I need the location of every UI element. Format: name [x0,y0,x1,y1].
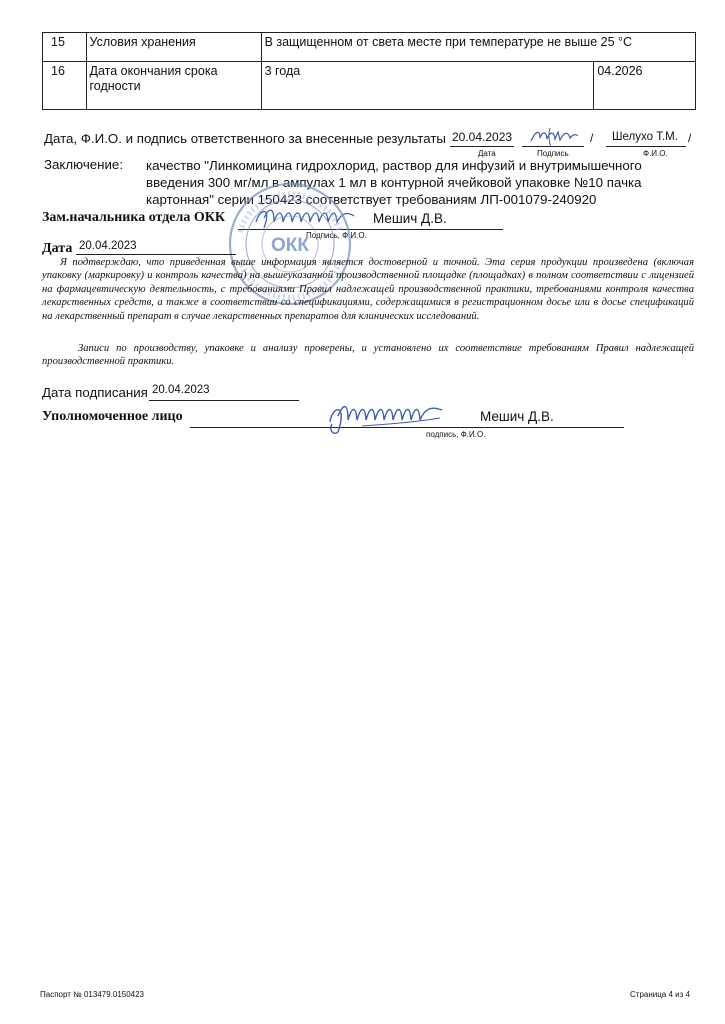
results-table [42,32,696,110]
date-underline [450,146,514,147]
conclusion-line: введения 300 мг/мл в ампулах 1 мл в контурной ячейковой упаковке №10 пачка [146,175,642,190]
signature-small [528,126,580,148]
conclusion-label: Заключение: [44,157,124,172]
records-paragraph: Записи по производству, упаковке и анализу проверены, и установлено их соответствие требованиям Правил надлежащей производственной практики. [42,343,694,368]
row-value: 3 года [261,62,594,110]
authorized-caption: подпись, Ф.И.О. [426,430,486,439]
caption-date: Дата [478,149,496,158]
confirmation-paragraph: Я подтверждаю, что приведенная выше информация является достоверной и точной. Эта серия продукции произведена (включая упаковку (маркировку) и контроль качества) на вышеуказанной производственной площадке (площадках) в полном соответствии с лицензией на фармацевтическую деятельность, с требованиями Правил надлежащей производственной практики, требованиями контроля качества лекарственных средств, а также в соответствии со спецификациями, содержащимися в регистрационном досье или в досье спецификаций на лекарственный препарат в случае лекарственных препаратов для клинических исследований. [42,257,694,322]
table-row [43,33,696,62]
conclusion-line: качество "Линкомицина гидрохлорид, раствор для инфузий и внутримышечного [146,158,642,173]
responsible-date: 20.04.2023 [452,130,513,144]
deputy-label: Зам.начальника отдела ОКК [42,210,226,225]
signature-authorized [322,396,448,438]
signing-date-value: 20.04.2023 [152,384,210,396]
deputy-caption: Подпись, Ф.И.О. [306,231,367,240]
row-number: 16 [43,62,87,110]
caption-fio: Ф.И.О. [643,149,668,158]
date-underline [76,254,236,255]
date-value: 20.04.2023 [79,240,137,252]
responsible-name: Шелухо Т.М. [612,131,678,143]
row-extra: 04.2026 [594,62,696,110]
page-number: Страница 4 из 4 [630,990,690,999]
deputy-name: Мешич Д.В. [373,211,447,226]
table-row [43,62,696,110]
conclusion-line: картонная" серии 150423 соответствует требованиям ЛП-001079-240920 [146,192,597,207]
separator: / [688,131,692,145]
separator: / [590,131,594,145]
fio-underline [606,146,686,147]
row-parameter: Условия хранения [86,33,261,62]
passport-number: Паспорт № 013479.0150423 [40,990,145,999]
stamp-center-text: ОКК [271,235,309,256]
caption-sign: Подпись [537,149,569,158]
authorized-person-name: Мешич Д.В. [480,409,554,424]
authorized-person-label: Уполномоченное лицо [42,409,183,424]
row-value: В защищенном от света месте при температуре не выше 25 °С [261,33,695,62]
responsible-label: Дата, Ф.И.О. и подпись ответственного за внесенные результаты [44,131,446,146]
row-parameter: Дата окончания срока годности [86,62,261,110]
signing-date-label: Дата подписания [42,385,148,400]
conclusion-text [146,157,642,208]
signing-date-underline [149,400,299,401]
row-number: 15 [43,33,87,62]
date-label: Дата [42,241,73,256]
